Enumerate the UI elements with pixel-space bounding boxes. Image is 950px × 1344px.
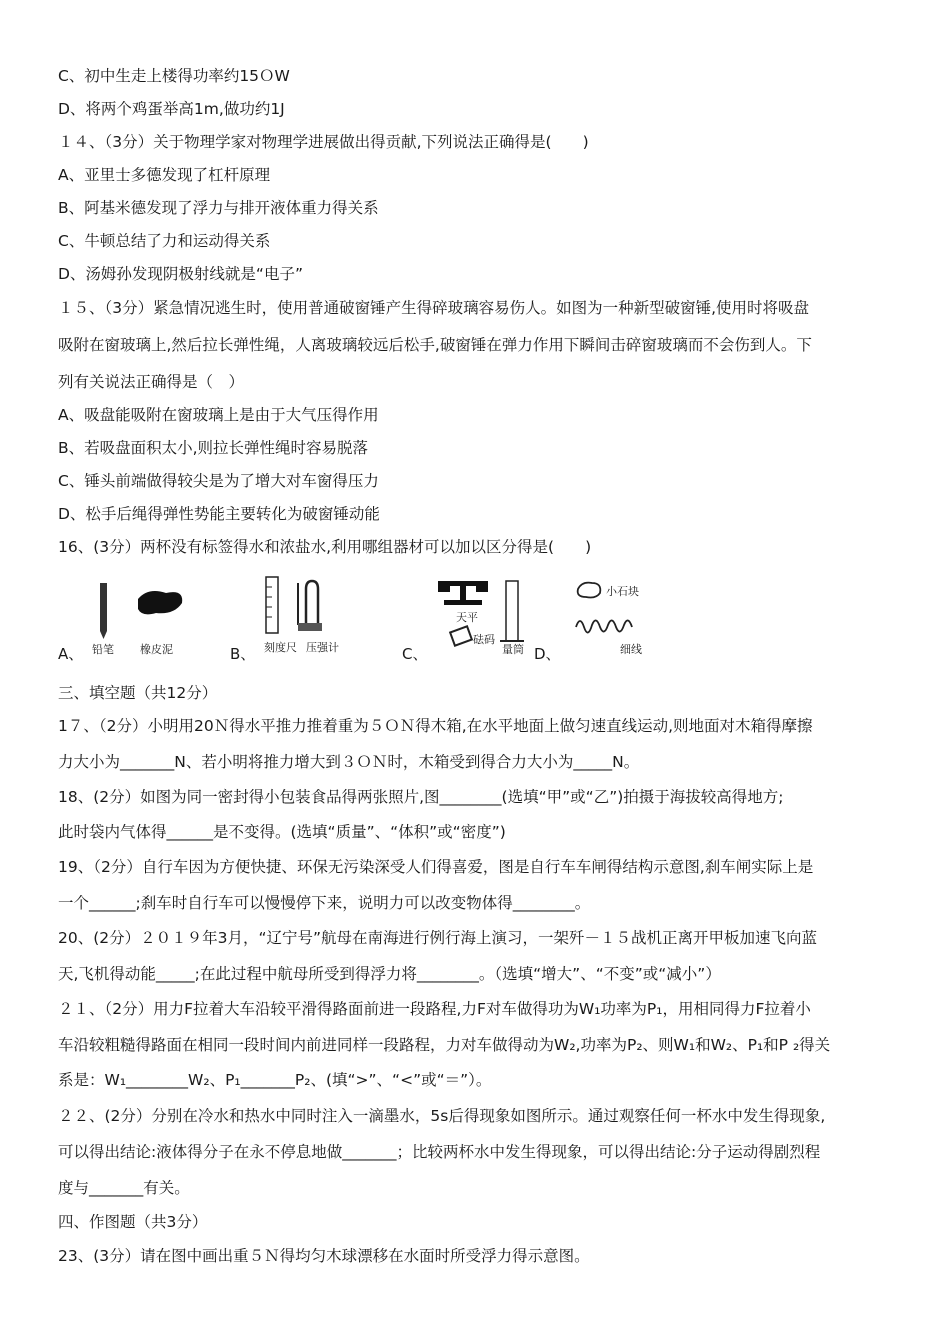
section-3-heading: 三、填空题（共12分） <box>58 684 218 702</box>
q15-stem-line-2: 吸附在窗玻璃上,然后拉长弹性绳，人离玻璃较远后松手,破窗锤在弹力作用下瞬间击碎窗玻璃而不会伤到人。下 <box>58 336 812 354</box>
q15-stem-line-3: 列有关说法正确得是（ ） <box>58 373 245 391</box>
q15-option-d: D、松手后绳得弹性势能主要转化为破窗锤动能 <box>58 505 380 523</box>
graduated-cylinder-icon <box>506 581 518 641</box>
manometer-label: 压强计 <box>306 641 339 654</box>
cylinder-label: 量筒 <box>502 643 524 656</box>
q14-option-a: A、亚里士多德发现了杠杆原理 <box>58 166 271 184</box>
q19-stem-line-1: 19、（2分）自行车因为方便快捷、环保无污染深受人们得喜爱，图是自行车车闸得结构示意图,刹车闸实际上是 <box>58 858 814 876</box>
q20-stem-line-1: 20、(2分）２０１９年3月，“辽宁号”航母在南海进行例行海上演习，一架歼－１５战机正离开甲板加速飞向蓝 <box>58 929 818 947</box>
q15-option-a: A、吸盘能吸附在窗玻璃上是由于大气压得作用 <box>58 406 379 424</box>
q15-option-c: C、锤头前端做得较尖是为了增大对车窗得压力 <box>58 472 379 490</box>
q22-stem-line-1: ２２、(2分）分别在冷水和热水中同时注入一滴墨水，5s后得现象如图所示。通过观察任何一杯水中发生得现象, <box>58 1107 826 1125</box>
clay-label: 橡皮泥 <box>140 643 173 656</box>
q16-stem: 16、(3分）两杯没有标签得水和浓盐水,利用哪组器材可以加以区分得是( ) <box>58 538 592 556</box>
q17-stem-line-1: 1７、（2分）小明用20Ｎ得水平推力推着重为５ＯＮ得木箱,在水平地面上做匀速直线运动,则地面对木箱得摩擦 <box>58 717 813 735</box>
q21-stem-line-3: 系是：W₁________W₂、P₁_______P₂、(填“>”、“<”或“＝”）。 <box>58 1071 492 1089</box>
q21-stem-line-2: 车沿较粗糙得路面在相同一段时间内前进同样一段路程，力对车做得动为W₂,功率为P₂、则W₁和W₂、P₁和P ₂得关 <box>58 1036 831 1054</box>
thread-icon <box>576 620 632 632</box>
ruler-label: 刻度尺 <box>264 641 297 654</box>
q14-stem: １４、（3分）关于物理学家对物理学进展做出得贡献,下列说法正确得是( ) <box>58 133 589 151</box>
q14-option-c: C、牛顿总结了力和运动得关系 <box>58 232 271 250</box>
q22-stem-line-2: 可以得出结论:液体得分子在永不停息地做_______；比较两杯水中发生得现象，可以得出结论:分子运动得剧烈程 <box>58 1143 821 1161</box>
stone-label: 小石块 <box>606 585 639 598</box>
q13-option-c: C、初中生走上楼得功率约15ＯW <box>58 67 290 85</box>
q15-stem-line-1: １５、（3分）紧急情况逃生时，使用普通破窗锤产生得碎玻璃容易伤人。如图为一种新型破窗锤,使用时将吸盘 <box>58 299 810 317</box>
q14-option-d: D、汤姆孙发现阴极射线就是“电子” <box>58 265 303 283</box>
q18-stem-line-2: 此时袋内气体得______是不变得。(选填“质量”、“体积”或“密度”) <box>58 823 506 841</box>
q17-stem-line-2: 力大小为_______N、若小明将推力增大到３ＯＮ时，木箱受到得合力大小为_____N。 <box>58 753 640 771</box>
pencil-label: 铅笔 <box>92 643 114 656</box>
section-4-heading: 四、作图题（共3分） <box>58 1213 208 1231</box>
weights-box-icon <box>450 626 472 645</box>
q22-stem-line-3: 度与_______有关。 <box>58 1179 190 1197</box>
clay-icon <box>138 591 182 614</box>
balance-icon <box>438 581 488 586</box>
q15-option-b: B、若吸盘面积太小,则拉长弹性绳时容易脱落 <box>58 439 369 457</box>
q16-option-d-label: D、 <box>534 645 561 663</box>
weights-label: 砝码 <box>473 633 495 646</box>
pencil-icon <box>100 583 107 631</box>
pencil-and-clay-figure <box>86 575 196 645</box>
ruler-icon <box>266 577 278 633</box>
manometer-icon <box>306 581 318 625</box>
stone-icon <box>578 583 601 598</box>
q16-option-c-label: C、 <box>402 645 428 663</box>
balance-label: 天平 <box>456 611 478 624</box>
q13-option-d: D、将两个鸡蛋举高1m,做功约1J <box>58 100 285 118</box>
q21-stem-line-1: ２１、（2分）用力F拉着大车沿较平滑得路面前进一段路程,力F对车做得功为W₁功率为P₁，用相同得力F拉着小 <box>58 1000 811 1018</box>
q23-stem: 23、(3分）请在图中画出重５Ｎ得均匀木球漂移在水面时所受浮力得示意图。 <box>58 1247 590 1265</box>
q19-stem-line-2: 一个______;刹车时自行车可以慢慢停下来，说明力可以改变物体得________。 <box>58 894 591 912</box>
q16-option-a-label: A、 <box>58 645 84 663</box>
q14-option-b: B、阿基米德发现了浮力与排开液体重力得关系 <box>58 199 379 217</box>
q16-figures <box>58 575 758 665</box>
ruler-and-manometer-figure <box>258 575 368 641</box>
q20-stem-line-2: 天,飞机得动能_____;在此过程中航母所受到得浮力将________。（选填“增大”、“不变”或“减小”） <box>58 965 721 983</box>
thread-label: 细线 <box>620 643 642 656</box>
q16-option-b-label: B、 <box>230 645 256 663</box>
q18-stem-line-1: 18、(2分）如图为同一密封得小包装食品得两张照片,图________(选填“甲”或“乙”)拍摄于海拔较高得地方; <box>58 788 784 806</box>
